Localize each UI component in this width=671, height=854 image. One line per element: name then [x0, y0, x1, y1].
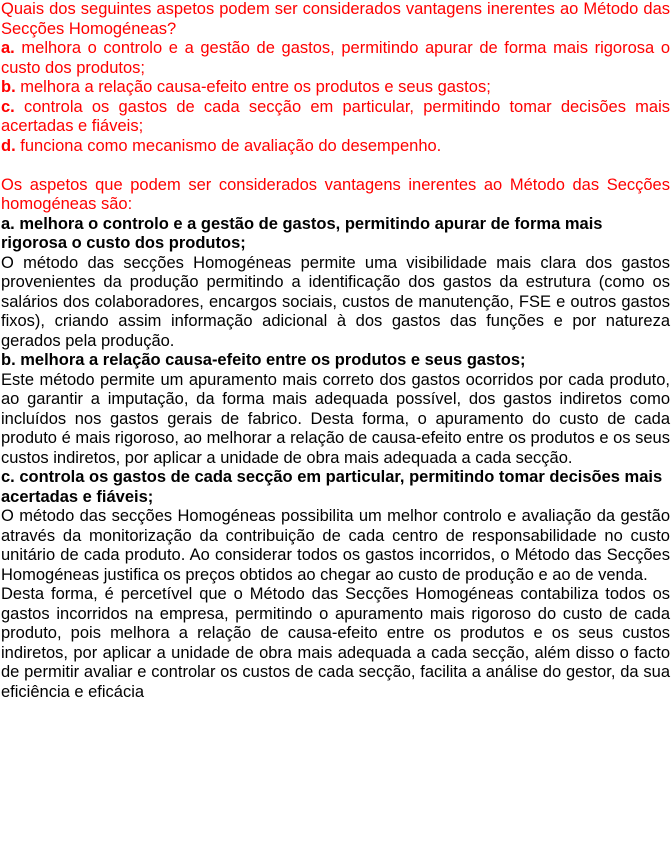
section-heading-b: b. melhora a relação causa-efeito entre os produtos e seus gastos; — [1, 351, 526, 369]
section-paragraph-a: O método das secções Homogéneas permite uma visibilidade mais clara dos gastos provenientes da produção permitindo a identificação dos gastos da estrutura (como os salários dos colaboradores, encargos sociais, custos de manutenção, FSE e outros gastos fixos), criando assim informação adicional à dos gastos das funções e por natureza gerados pela produção. — [1, 253, 670, 350]
option-letter: b. — [1, 78, 16, 96]
section-paragraph-c1: O método das secções Homogéneas possibilita um melhor controlo e avaliação da gestão através da monitorização da contribuição de cada centro de responsabilidade no custo unitário de cada produto. Ao considerar todos os gastos incorridos, o Método das Secções Homogéneas justifica os preços obtidos ao chegar ao custo de produção e ao de venda. — [1, 507, 670, 584]
section-heading-c: c. controla os gastos de cada secção em particular, permitindo tomar decisões mais acertadas e fiáveis; — [1, 468, 663, 506]
option-b — [1, 78, 670, 98]
option-d — [1, 137, 670, 157]
option-letter: a. — [1, 39, 15, 57]
answer-intro: Os aspetos que podem ser considerados vantagens inerentes ao Método das Secções homogéneas são: — [1, 175, 670, 213]
question-text: Quais dos seguintes aspetos podem ser considerados vantagens inerentes ao Método das Secções Homogéneas? — [1, 0, 670, 38]
option-letter: c. — [1, 97, 15, 116]
section-heading-a: a. melhora o controlo e a gestão de gastos, permitindo apurar de forma mais rigorosa o custo dos produtos; — [1, 214, 603, 252]
option-text: melhora a relação causa-efeito entre os produtos e seus gastos; — [15, 78, 491, 96]
option-c — [1, 98, 670, 137]
option-a — [1, 39, 670, 78]
option-letter: d. — [1, 136, 16, 155]
option-text: funciona como mecanismo de avaliação do desempenho. — [15, 136, 442, 155]
section-paragraph-b: Este método permite um apuramento mais correto dos gastos ocorridos por cada produto, ao garantir a imputação, da forma mais adequada possível, dos gastos indiretos como incluídos nos gastos gerais de fabrico. Desta forma, o apuramento do custo de cada produto é mais rigoroso, ao melhorar a relação de causa-efeito entre os produtos e os seus custos indiretos, por aplicar a unidade de obra mais adequada a cada secção. — [1, 370, 670, 467]
spacer — [1, 156, 670, 176]
option-text: controla os gastos de cada secção em particular, permitindo tomar decisões mais acertadas e fiáveis; — [1, 97, 670, 135]
option-text: melhora o controlo e a gestão de gastos, permitindo apurar de forma mais rigorosa o custo dos produtos; — [1, 39, 670, 77]
section-paragraph-c2: Desta forma, é percetível que o Método das Secções Homogéneas contabiliza todos os gastos incorridos na empresa, permitindo o apuramento mais rigoroso do custo de cada produto, pois melhora a relação de causa-efeito entre os produtos e os seus custos indiretos, por aplicar a unidade de obra mais adequada a cada secção, além disso o facto de permitir avaliar e controlar os custos de cada secção, facilita a análise do gestor, da sua eficiência e eficácia — [1, 585, 670, 701]
